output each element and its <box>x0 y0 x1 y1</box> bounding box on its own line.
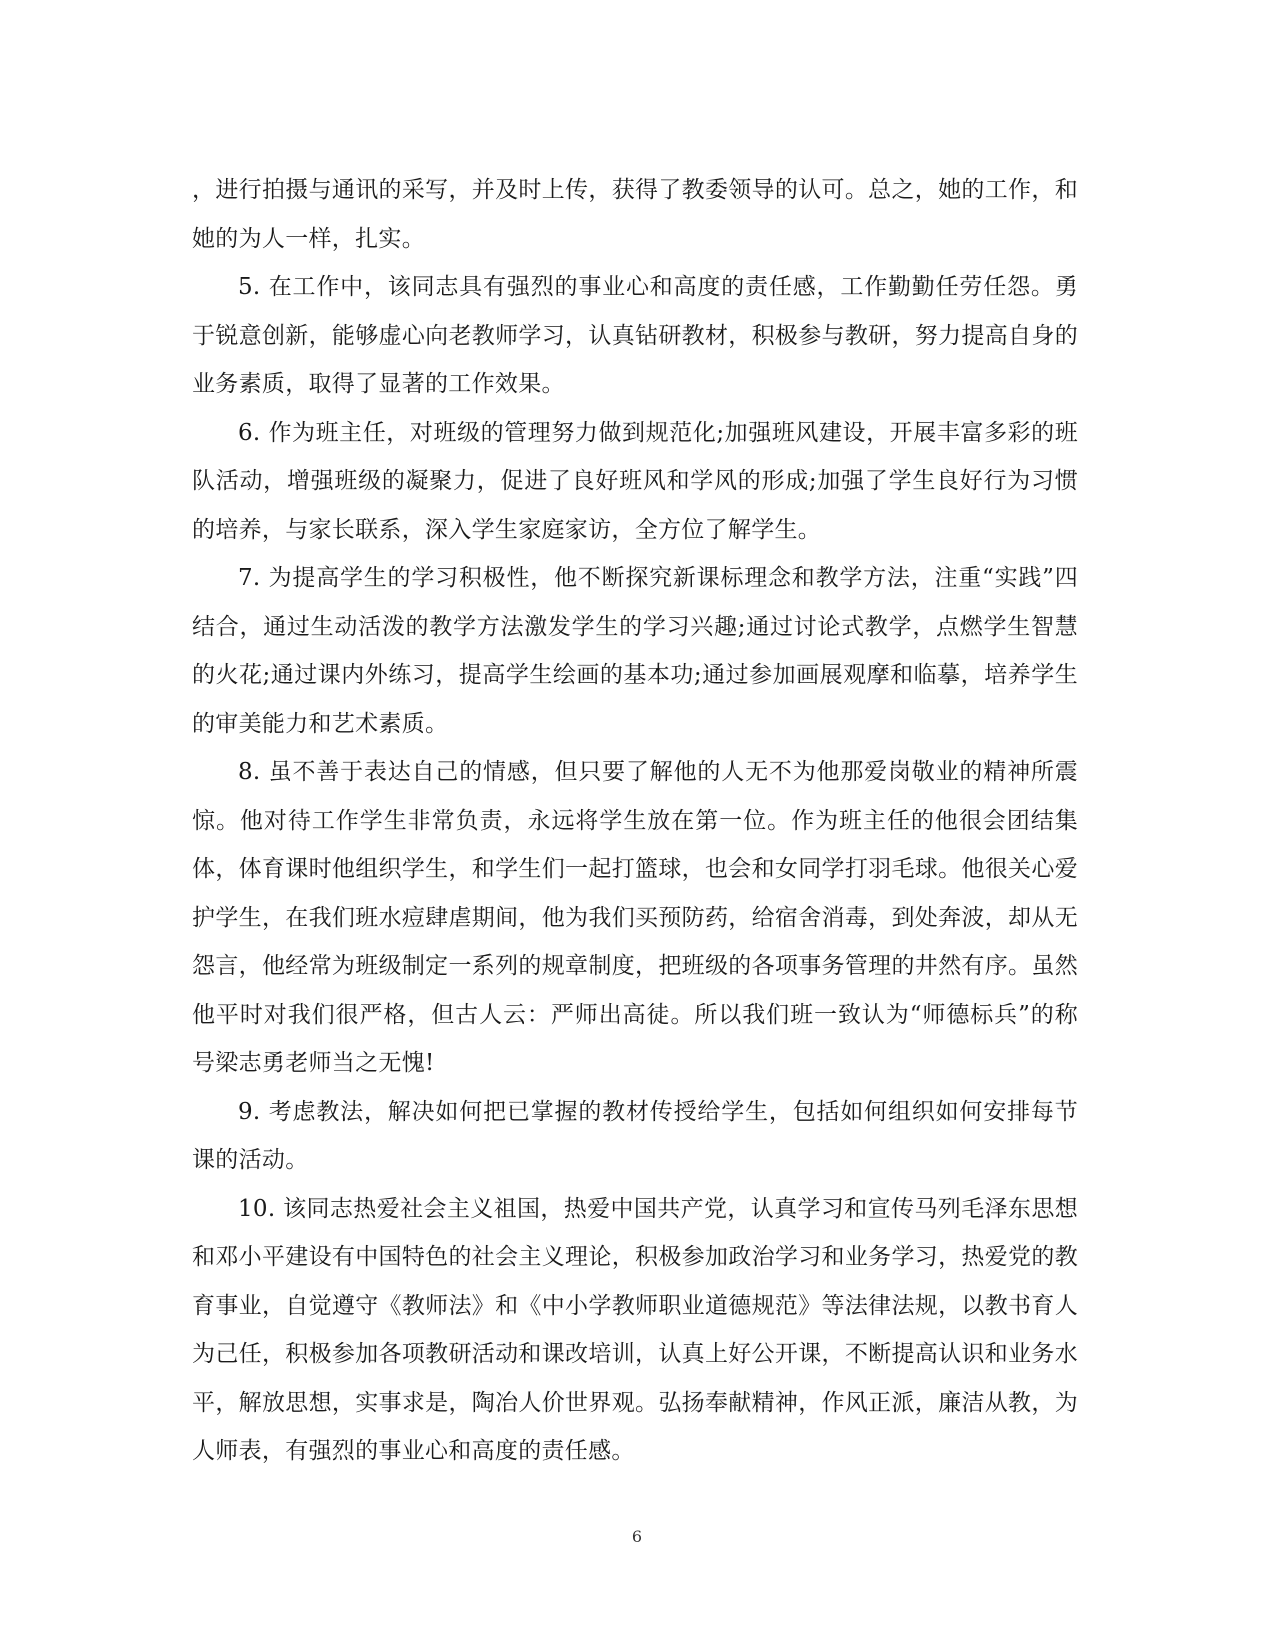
paragraph-item-9 <box>192 1088 1078 1185</box>
document-body <box>192 166 1078 1476</box>
paragraph-text: 虽不善于表达自己的情感，但只要了解他的人无不为他那爱岗敬业的精神所震惊。他对待工作学生非常负责，永远将学生放在第一位。作为班主任的他很会团结集体，体育课时他组织学生，和学生们一起打篮球，也会和女同学打羽毛球。他很关心爱护学生，在我们班水痘肆虐期间，他为我们买预防药，给宿舍消毒，到处奔波，却从无怨言，他经常为班级制定一系列的规章制度，把班级的各项事务管理的井然有序。虽然他平时对我们很严格，但古人云：严师出高徒。所以我们班一致认为“师德标兵”的称号梁志勇老师当之无愧! <box>192 759 1079 1076</box>
paragraph-item-5 <box>192 263 1078 409</box>
item-number: 9. <box>238 1098 269 1125</box>
paragraph-item-10 <box>192 1185 1078 1476</box>
item-number: 7. <box>238 565 269 591</box>
paragraph-item-8 <box>192 748 1078 1088</box>
paragraph-text: 在工作中，该同志具有强烈的事业心和高度的责任感，工作勤勤任劳任怨。勇于锐意创新，能够虚心向老教师学习，认真钻研教材，积极参与教研，努力提高自身的业务素质，取得了显著的工作效果。 <box>192 274 1079 397</box>
item-number: 6. <box>238 419 269 446</box>
paragraph-continuation <box>192 166 1078 263</box>
paragraph-text: 考虑教法，解决如何把已掌握的教材传授给学生，包括如何组织如何安排每节课的活动。 <box>192 1098 1079 1173</box>
item-number: 5. <box>238 274 269 300</box>
paragraph-item-6 <box>192 409 1078 555</box>
paragraph-text: ，进行拍摄与通讯的采写，并及时上传，获得了教委领导的认可。总之，她的工作，和她的为人一样，扎实。 <box>192 177 1078 252</box>
page-number: 6 <box>631 1527 643 1546</box>
item-number: 10. <box>238 1195 284 1222</box>
paragraph-text: 该同志热爱社会主义祖国，热爱中国共产党，认真学习和宣传马列毛泽东思想和邓小平建设有中国特色的社会主义理论，积极参加政治学习和业务学习，热爱党的教育事业，自觉遵守《教师法》和《中小学教师职业道德规范》等法律法规，以教书育人为己任，积极参加各项教研活动和课改培训，认真上好公开课，不断提高认识和业务水平，解放思想，实事求是，陶冶人价世界观。弘扬奉献精神，作风正派，廉洁从教，为人师表，有强烈的事业心和高度的责任感。 <box>192 1195 1078 1464</box>
item-number: 8. <box>238 759 269 785</box>
paragraph-item-7 <box>192 554 1078 748</box>
paragraph-text: 为提高学生的学习积极性，他不断探究新课标理念和教学方法，注重“实践”四结合，通过生动活泼的教学方法激发学生的学习兴趣;通过讨论式教学，点燃学生智慧的火花;通过课内外练习，提高学生绘画的基本功;通过参加画展观摩和临摹，培养学生的审美能力和艺术素质。 <box>192 565 1078 737</box>
paragraph-text: 作为班主任，对班级的管理努力做到规范化;加强班风建设，开展丰富多彩的班队活动，增强班级的凝聚力，促进了良好班风和学风的形成;加强了学生良好行为习惯的培养，与家长联系，深入学生家庭家访，全方位了解学生。 <box>192 419 1079 543</box>
